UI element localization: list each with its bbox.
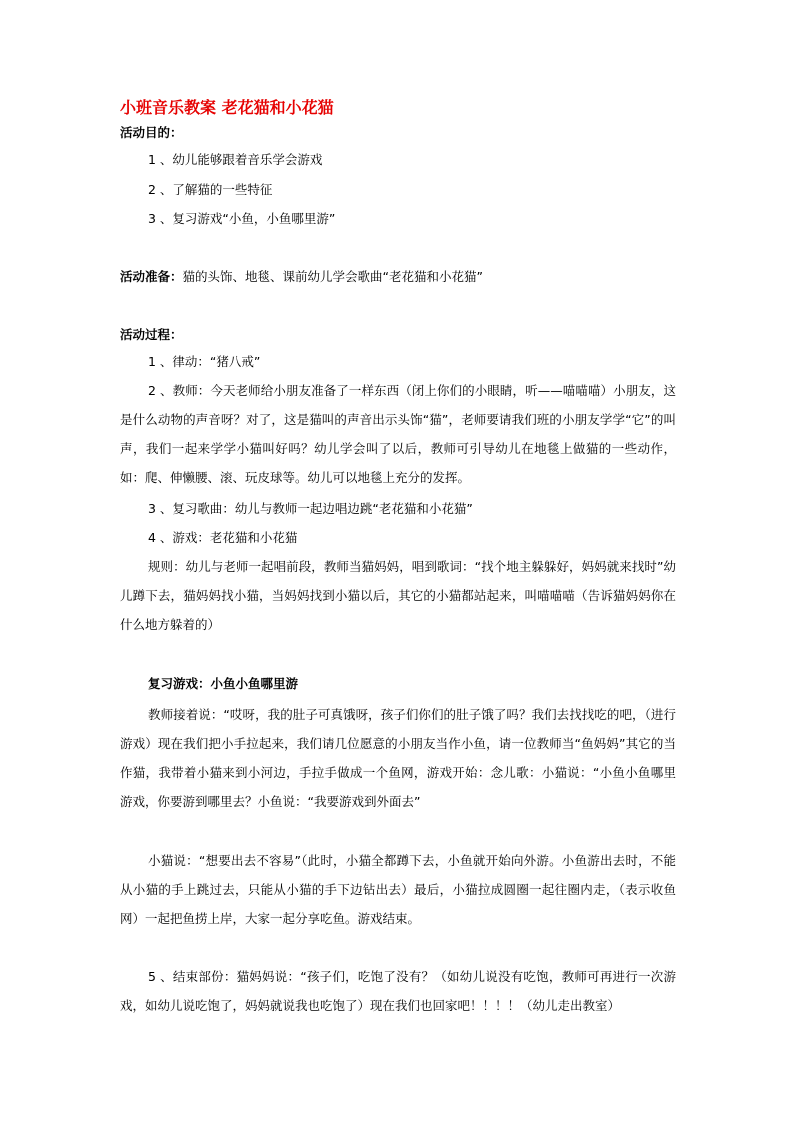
prep-heading: 活动准备： <box>120 269 183 284</box>
review-paragraph: 教师接着说：“哎呀，我的肚子可真饿呀，孩子们你们的肚子饿了吗？我们去找找吃的吧，（进行游戏）现在我们把小手拉起来，我们请几位愿意的小朋友当作小鱼，请一位教师当“鱼妈妈”其它的当作猫，我带着小猫来到小河边，手拉手做成一个鱼网，游戏开始：念儿歌：小猫说：“小鱼小鱼哪里游戏，你要游到哪里去？小鱼说：“我要游戏到外面去” <box>120 707 676 809</box>
prep-text: 猫的头饰、地毯、课前幼儿学会歌曲“老花猫和小花猫” <box>182 269 483 284</box>
step-5-paragraph: 5 、结束部份：猫妈妈说：“孩子们，吃饱了没有？（如幼儿说没有吃饱，教师可再进行一次游戏，如幼儿说吃饱了，妈妈就说我也吃饱了）现在我们也回家吧！！！！（幼儿走出教室） <box>120 969 676 1013</box>
review-heading: 复习游戏：小鱼小鱼哪里游 <box>148 676 299 691</box>
goal-item-3: 3 、复习游戏“小鱼，小鱼哪里游” <box>148 211 336 226</box>
cat-paragraph: 小猫说：“想要出去不容易”（此时，小猫全都蹲下去，小鱼就开始向外游。小鱼游出去时，不能从小猫的手上跳过去，只能从小猫的手下边钻出去）最后，小猫拉成圆圈一起往圈内走，（表示收鱼网）一起把鱼捞上岸，大家一起分享吃鱼。游戏结束。 <box>120 853 676 926</box>
prep-line <box>120 268 483 286</box>
step-3: 3 、复习歌曲：幼儿与教师一起边唱边跳“老花猫和小花猫” <box>148 501 473 516</box>
rules-paragraph: 规则：幼儿与老师一起唱前段，教师当猫妈妈，唱到歌词：“找个地主躲躲好，妈妈就来找时”幼儿蹲下去，猫妈妈找小猫，当妈妈找到小猫以后，其它的小猫都站起来，叫喵喵喵（告诉猫妈妈你在什么地方躲着的） <box>120 559 676 632</box>
document-title: 小班音乐教案 老花猫和小花猫 <box>120 98 334 117</box>
step-2-paragraph: 2 、教师：今天老师给小朋友准备了一样东西（闭上你们的小眼睛，听——喵喵喵）小朋友，这是什么动物的声音呀？对了，这是猫叫的声音出示头饰“猫”，老师要请我们班的小朋友学学“它”的叫声，我们一起来学学小猫叫好吗？幼儿学会叫了以后，教师可引导幼儿在地毯上做猫的一些动作，如：爬、伸懒腰、滚、玩皮球等。幼儿可以地毯上充分的发挥。 <box>120 383 676 485</box>
goal-item-1: 1 、幼儿能够跟着音乐学会游戏 <box>148 152 323 167</box>
process-heading: 活动过程： <box>120 327 183 342</box>
step-1: 1 、律动：“猪八戒” <box>148 354 261 369</box>
goal-heading: 活动目的： <box>120 125 183 140</box>
step-4: 4 、游戏：老花猫和小花猫 <box>148 530 298 545</box>
goal-item-2: 2 、了解猫的一些特征 <box>148 182 273 197</box>
